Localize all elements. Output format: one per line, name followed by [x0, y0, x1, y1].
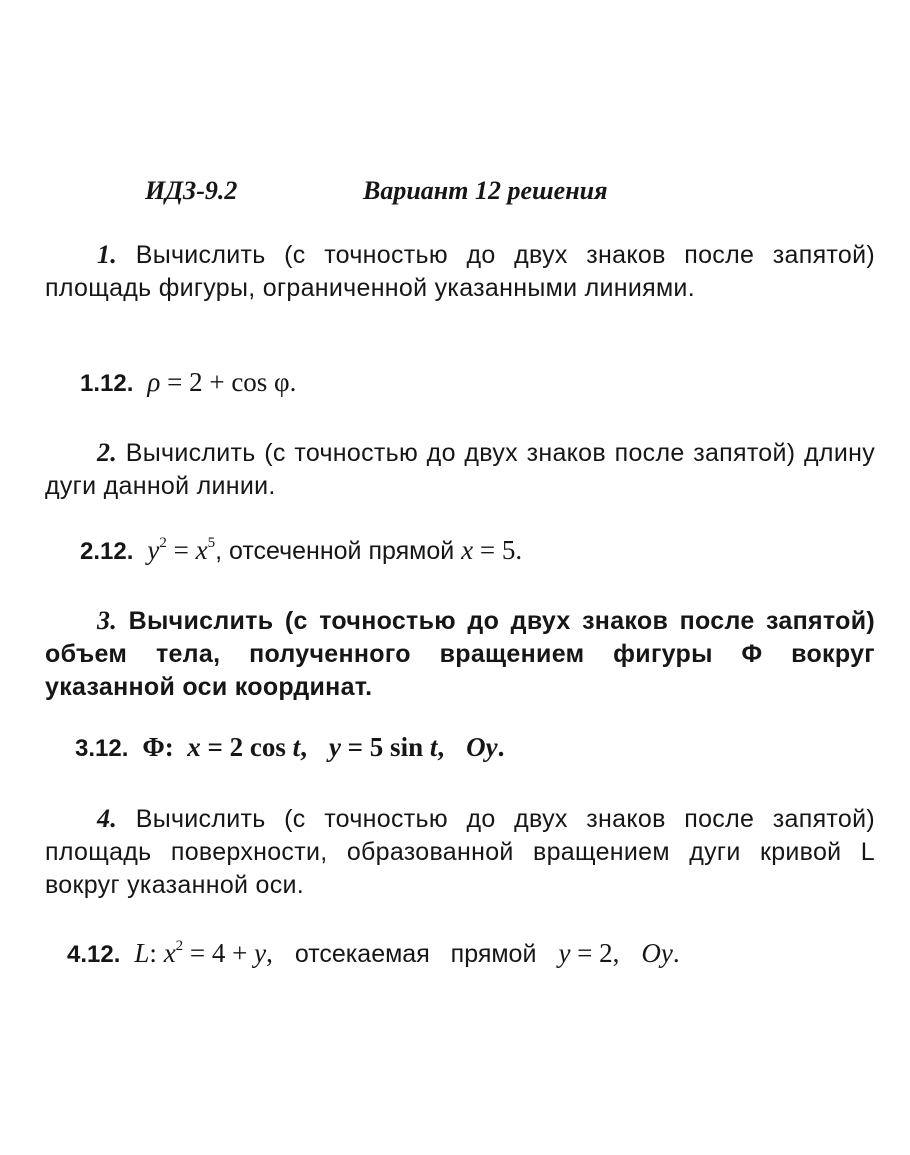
assignment-code: ИДЗ-9.2: [145, 176, 238, 205]
formula-2-number: 2.12.: [80, 538, 134, 565]
formula-3-axis: Oy: [466, 732, 498, 762]
formula-4-12: [67, 936, 680, 972]
variant-title: Вариант 12 решения: [363, 176, 608, 205]
formula-4-axis: Oy: [641, 938, 673, 968]
formula-3-y-eq: = 5 sin: [340, 732, 430, 762]
formula-1-rhs: = 2 + cos φ.: [160, 367, 297, 397]
task-4: [45, 802, 875, 902]
task-3-number: 3.: [97, 606, 118, 635]
formula-4-end: .: [672, 938, 680, 968]
task-2-text: Вычислить (с точностью до двух знаков после запятой) длину дуги данной линии.: [45, 439, 875, 500]
formula-2-x: x: [195, 535, 208, 565]
formula-3-end: .: [497, 732, 505, 762]
formula-2-tail: , отсеченной прямой: [215, 537, 462, 565]
formula-3-figure: Φ:: [142, 732, 174, 762]
formula-3-t2: t: [429, 732, 438, 762]
formula-3-y: y: [328, 732, 341, 762]
document-header: [145, 176, 705, 216]
task-4-text: Вычислить (с точностью до двух знаков после запятой) площадь поверхности, образованной вращением дуги кривой L вокруг указанной оси.: [45, 805, 875, 899]
formula-4-x-exponent: 2: [175, 938, 184, 954]
formula-2-y-exponent: 2: [159, 535, 167, 551]
formula-3-x-eq: = 2 cos: [200, 732, 293, 762]
formula-4-number: 4.12.: [67, 941, 121, 968]
task-1-number: 1.: [97, 240, 118, 269]
formula-2-end: = 5.: [473, 535, 523, 565]
task-3: [45, 604, 875, 704]
formula-4-y2: y: [558, 938, 571, 968]
formula-3-t1: t: [292, 732, 301, 762]
formula-1-12: [80, 365, 296, 401]
task-4-number: 4.: [97, 804, 118, 833]
formula-1-lhs: ρ: [147, 367, 161, 397]
task-3-text: Вычислить (с точностью до двух знаков после запятой) объем тела, полученного вращением фигуры Φ вокруг указанной оси координат.: [45, 607, 876, 701]
formula-2-eq: =: [166, 535, 196, 565]
formula-4-x: x: [163, 938, 176, 968]
formula-2-y: y: [147, 535, 160, 565]
formula-2-x-exponent: 5: [207, 535, 216, 551]
formula-4-colon: :: [149, 938, 157, 968]
formula-3-number: 3.12.: [75, 735, 129, 762]
formula-4-eq2: = 2,: [570, 938, 620, 968]
formula-4-y: y: [254, 938, 267, 968]
formula-4-eq: = 4 +: [183, 938, 255, 968]
formula-4-sep1: ,: [266, 938, 273, 968]
formula-2-x2: x: [461, 535, 474, 565]
formula-1-number: 1.12.: [80, 370, 134, 397]
formula-2-12: [80, 533, 522, 569]
formula-4-curve: L: [134, 938, 150, 968]
formula-4-words: отсекаемая прямой: [294, 940, 537, 968]
formula-3-sep2: ,: [437, 732, 445, 762]
formula-3-sep1: ,: [300, 732, 307, 762]
task-1: [45, 238, 875, 305]
formula-3-12: [75, 730, 504, 766]
task-2: [45, 436, 875, 503]
task-2-number: 2.: [97, 438, 118, 467]
task-1-text: Вычислить (с точностью до двух знаков после запятой) площадь фигуры, ограниченной указанными линиями.: [45, 241, 875, 302]
formula-3-x: x: [187, 732, 201, 762]
